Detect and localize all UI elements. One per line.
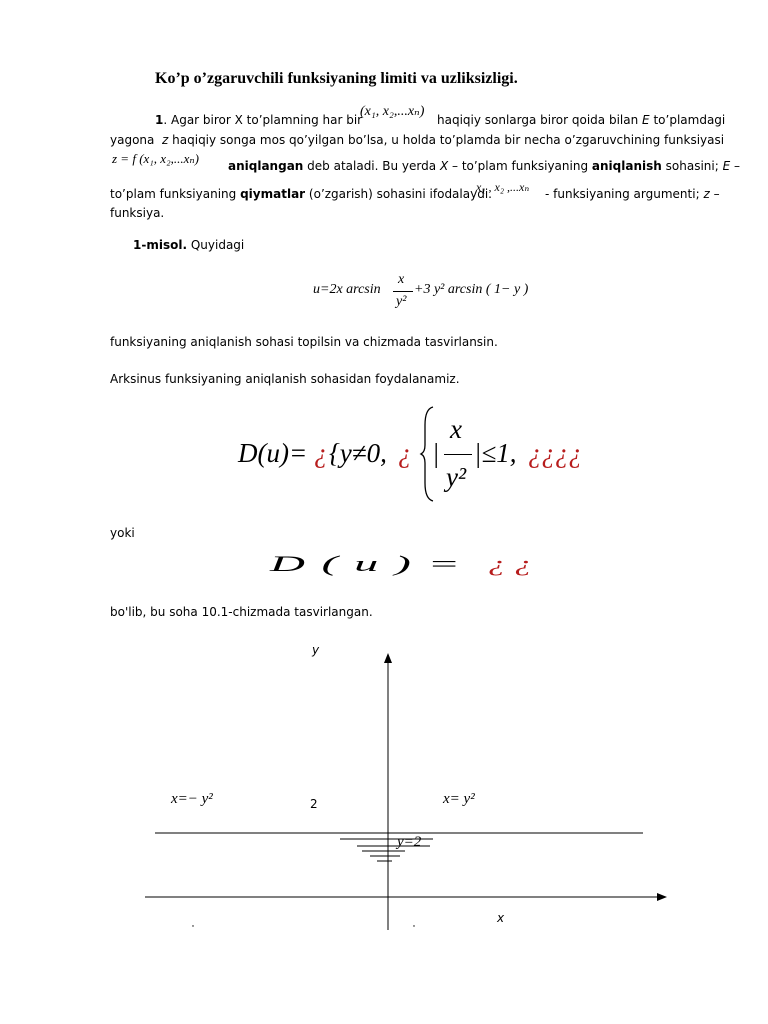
example-after-1: funksiyaning aniqlanish sohasi topilsin va chizmada tasvirlansin. xyxy=(110,335,498,349)
dot-right xyxy=(413,925,414,926)
line-label-y2: y=2 xyxy=(397,834,422,850)
domain-q1: ¿ xyxy=(314,438,328,468)
para1-text-5: – to’plam funksiyaning xyxy=(452,159,589,173)
domain-frac-den: y² xyxy=(446,462,467,492)
para1-line1-b xyxy=(437,113,725,127)
var-z: z xyxy=(162,133,169,147)
domain-part2: |≤1, xyxy=(474,438,517,468)
left-curve-label: x=− y² xyxy=(171,791,213,807)
para1-line2 xyxy=(110,133,724,147)
para1-line2-b: haqiqiy songa mos qo’yilgan bo’lsa, u holda to’plamda bir necha o’zgaruvchining funksiyasi xyxy=(172,133,725,147)
figure-10-1 xyxy=(0,640,768,940)
formula-frac-den: y² xyxy=(396,294,407,309)
para1-line4-b: (o’zgarish) sohasini ifodalaydi. xyxy=(308,187,492,201)
domain-q2: ¿ xyxy=(398,438,412,468)
para1-line4-a: to’plam funksiyaning xyxy=(110,187,237,201)
term-qiymatlar: qiymatlar xyxy=(240,187,306,201)
tuple-formula: (x₁, x₂,...xₙ) xyxy=(360,104,425,119)
domain-lhs: D(u)= xyxy=(238,438,308,468)
domain2-lhs: D ( u ) = xyxy=(270,551,463,576)
set-X: X xyxy=(439,159,449,173)
term-aniqlangan: aniqlangan xyxy=(228,159,304,173)
function-formula: z = f (x₁, x₂,...xₙ) xyxy=(112,151,199,166)
para1-line4-d: – xyxy=(713,187,720,201)
arguments-formula: x₁ , x₂ ,...xₙ xyxy=(476,180,530,194)
para1-text-7: – xyxy=(734,159,741,173)
yoki-text: yoki xyxy=(110,526,135,540)
domain-part1: {y≠0, xyxy=(329,438,387,468)
example-after-2: Arksinus funksiyaning aniqlanish sohasidan foydalanamiz. xyxy=(110,372,460,386)
term-aniqlanish: aniqlanish xyxy=(591,159,662,173)
set-E: E xyxy=(642,113,650,127)
page-title: Ko’p o’zgaruvchili funksiyaning limiti va uzliksizligi. xyxy=(155,70,518,87)
para1-text-2: haqiqiy sonlarga biror qoida bilan xyxy=(437,113,639,127)
x-axis-arrow xyxy=(657,893,667,901)
formula-frac-bar xyxy=(393,291,413,292)
para1-line4 xyxy=(110,187,492,201)
example-heading xyxy=(133,238,244,252)
domain-tail: ¿¿¿¿ xyxy=(528,438,582,468)
var-z-2: z xyxy=(703,187,710,201)
para1-text-6: sohasini; xyxy=(665,159,719,173)
y-axis-arrow xyxy=(384,653,392,663)
domain2-tail: ¿ ¿ xyxy=(488,551,532,576)
formula-lhs: u=2x arcsin xyxy=(313,282,381,297)
para1-line3 xyxy=(228,159,740,173)
x-axis-label: x xyxy=(497,911,505,925)
domain-frac-bar xyxy=(444,454,472,455)
para1-line5: funksiya. xyxy=(110,206,165,220)
example-text: Quyidagi xyxy=(190,238,245,252)
domain-bar-open: | xyxy=(432,438,440,468)
dot-left xyxy=(192,925,193,926)
para1-line1 xyxy=(155,113,362,127)
formula-rhs: +3 y² arcsin ( 1− y ) xyxy=(414,282,529,297)
para1-line4-c: - funksiyaning argumenti; xyxy=(545,187,700,201)
para1-text-1: . Agar biror X to’plamning har bir xyxy=(163,113,363,127)
para1-line4-tail xyxy=(545,187,720,201)
set-E-2: E xyxy=(722,159,731,173)
example-label: 1-misol. xyxy=(133,238,188,252)
right-curve-label: x= y² xyxy=(443,791,475,807)
tick-label-2: 2 xyxy=(310,797,318,811)
para1-text-3: to’plamdagi xyxy=(653,113,726,127)
formula-frac-num: x xyxy=(398,272,405,287)
para1-line2-a: yagona xyxy=(110,133,155,147)
domain-frac-num: x xyxy=(450,414,462,444)
para1-text-4: deb ataladi. Bu yerda xyxy=(307,159,437,173)
para1-number: 1 xyxy=(155,113,164,127)
figure-caption-text: bo'lib, bu soha 10.1-chizmada tasvirlangan. xyxy=(110,605,373,619)
y-axis-label: y xyxy=(312,643,320,657)
